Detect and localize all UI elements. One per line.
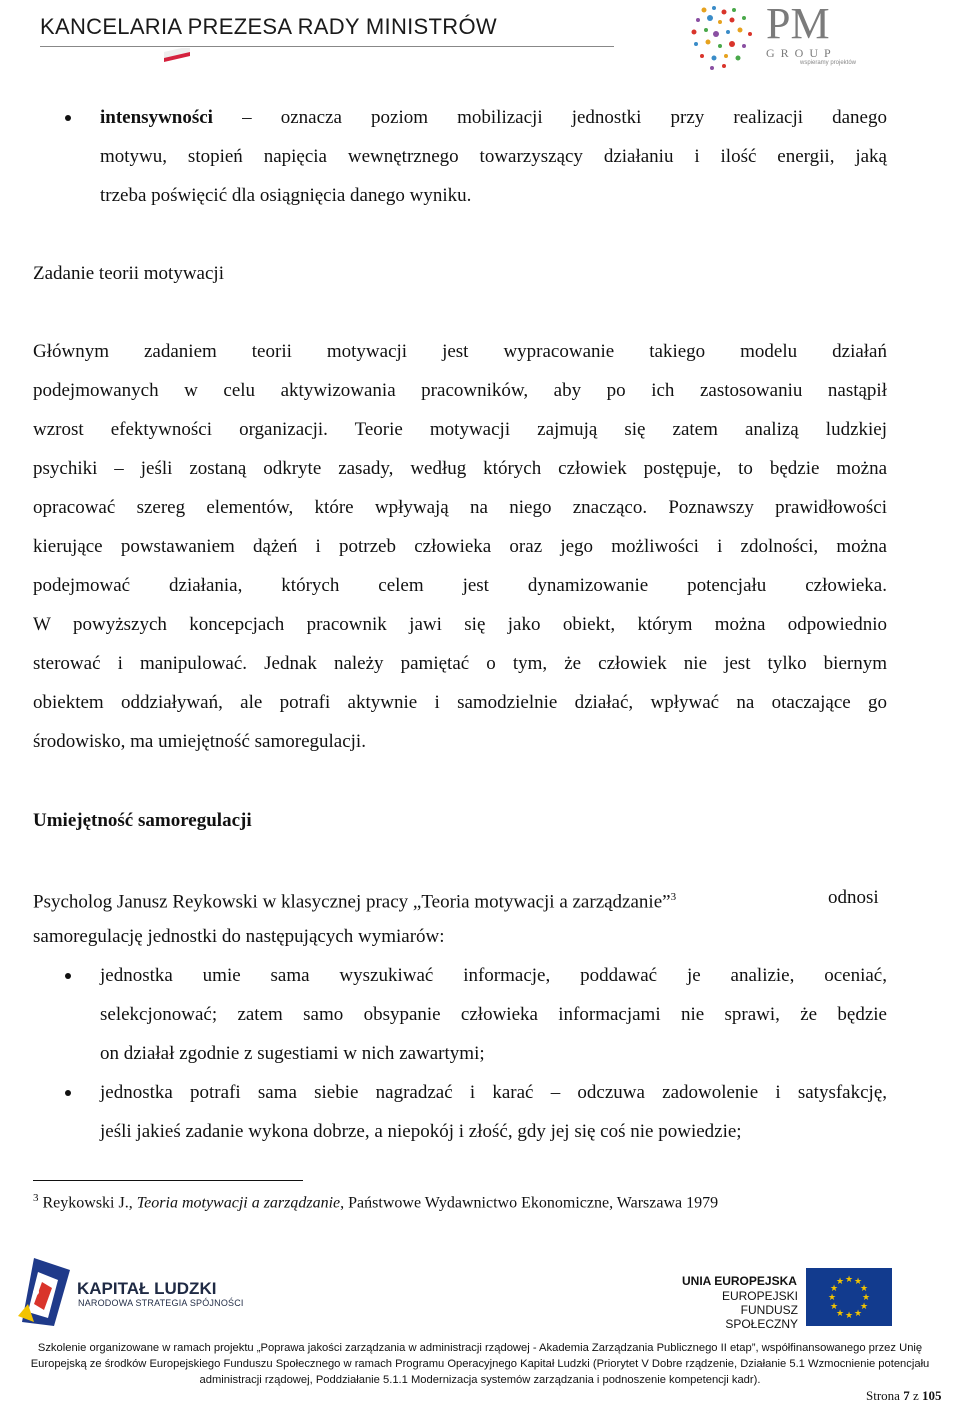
svg-text:★: ★ — [827, 1293, 837, 1303]
section1-heading: Zadanie teorii motywacji — [33, 263, 224, 284]
section2-heading: Umiejętność samoregulacji — [33, 810, 252, 831]
kapital-ludzki-title: KAPITAŁ LUDZKI — [77, 1279, 217, 1298]
header-rule — [40, 46, 614, 47]
ue-line2: EUROPEJSKI — [721, 1289, 798, 1303]
section2-bullet2-line: jednostka potrafi sama siebie nagradzać i karać – odczuwa zadowolenie i satysfakcję, — [100, 1082, 887, 1103]
section1-line: W powyższych koncepcjach pracownik jawi się jako obiekt, którym można odpowiednio — [33, 614, 887, 635]
ue-title: UNIA EUROPEJSKA — [682, 1274, 797, 1288]
svg-text:★: ★ — [835, 1277, 845, 1287]
svg-text:★: ★ — [844, 1275, 854, 1285]
project-line: Europejską ze środków Europejskiego Funduszu Społecznego w ramach Programu Operacyjnego Kapitał Ludzki (Priorytet V Dobre rządzenie, Działanie 5.1 Wzmocnienie potencjału — [30, 1358, 930, 1370]
bullet1-term: intensywności — [100, 107, 213, 128]
project-line: Szkolenie organizowane w ramach projektu „Poprawa jakości zarządzania w administracji rządowej - Akademia Zarządzania Publicznego II etap”, współfinansowanego przez Unię — [37, 1342, 923, 1354]
section2-intro-b: odnosi — [828, 887, 879, 908]
section1-line: wzrost efektywności organizacji. Teorie motywacji zajmują się zatem analizą ludzkiej — [33, 419, 887, 440]
bullet-dot — [65, 973, 71, 979]
section1-line: opracować szereg elementów, które wpływają na niego znacząco. Poznawszy prawidłowości — [33, 497, 887, 518]
pm-logo-group: GROUP — [766, 46, 837, 60]
poland-flag-icon — [162, 48, 192, 64]
section1-line: sterować i manipulować. Jednak należy pamiętać o tym, że człowiek nie jest tylko biernym — [33, 653, 887, 674]
svg-text:★: ★ — [859, 1284, 869, 1294]
section1-line: psychiki – jeśli zostaną odkryte zasady, według których człowiek postępuje, to będzie można — [33, 458, 887, 479]
header-title: KANCELARIA PREZESA RADY MINISTRÓW — [40, 14, 497, 39]
page-label: Strona — [866, 1388, 900, 1403]
kapital-ludzki-subtitle: NARODOWA STRATEGIA SPÓJNOŚCI — [78, 1298, 244, 1308]
section1-line: podejmowanych w celu aktywizowania pracowników, aby po ich zastosowaniu nastąpił — [33, 380, 887, 401]
bullet1-line2: motywu, stopień napięcia wewnętrznego towarzyszący działaniu i ilość energii, jaką — [100, 146, 887, 167]
svg-text:★: ★ — [829, 1302, 839, 1312]
footnote — [33, 1192, 718, 1212]
project-info — [0, 1340, 960, 1388]
bullet-dot — [65, 115, 71, 121]
bullet1-line3: trzeba poświęcić dla osiągnięcia danego wyniku. — [100, 185, 472, 206]
section2-bullet1-line: jednostka umie sama wyszukiwać informacje, poddawać je analizie, oceniać, — [100, 965, 887, 986]
section1-line: podejmować działania, których celem jest dynamizowanie potencjału człowieka. — [33, 575, 887, 596]
svg-text:★: ★ — [853, 1277, 863, 1287]
section2-intro-text: Psycholog Janusz Reykowski w klasycznej pracy „Teoria motywacji a zarządzanie” — [33, 891, 671, 913]
ue-line3: FUNDUSZ SPOŁECZNY — [725, 1303, 798, 1331]
page-total: 105 — [921, 1388, 942, 1403]
bullet1-text1: – oznacza poziom mobilizacji jednostki przy realizacji danego — [242, 107, 887, 128]
footnote-number: 3 — [33, 1192, 39, 1204]
section2-intro-a — [33, 888, 676, 911]
svg-text:★: ★ — [853, 1309, 863, 1319]
footnote-rule — [33, 1180, 303, 1181]
svg-text:★: ★ — [829, 1284, 839, 1294]
section1-line: kierujące powstawaniem dążeń i potrzeb człowieka oraz jego możliwości i zdolności, można — [33, 536, 887, 557]
svg-text:★: ★ — [859, 1302, 869, 1312]
section1-line: środowisko, ma umiejętność samoregulacji. — [33, 731, 366, 752]
eu-flag-icon — [806, 1268, 892, 1326]
section2-bullet2-line: jeśli jakieś zadanie wykona dobrze, a niepokój i złość, gdy jej się coś nie powiedzie; — [100, 1121, 742, 1142]
svg-text:★: ★ — [835, 1309, 845, 1319]
bullet1-line1 — [100, 108, 887, 127]
pm-logo-sub: wspieramy projektów — [800, 60, 857, 66]
pm-logo-text: PM — [766, 0, 830, 48]
page-current: 7 — [903, 1388, 910, 1403]
svg-text:★: ★ — [844, 1311, 854, 1321]
project-line: administracji rządowej, Poddziałanie 5.1.1 Modernizacja systemów zarządzania i podnoszenie kompetencji kadr). — [199, 1374, 761, 1386]
footnote-author: Reykowski J., — [42, 1194, 133, 1212]
section1-line: Głównym zadaniem teorii motywacji jest wypracowanie takiego modelu działań — [33, 341, 887, 362]
footnote-ref: 3 — [670, 891, 677, 903]
footnote-rest: , Państwowe Wydawnictwo Ekonomiczne, Warszawa 1979 — [340, 1194, 719, 1212]
page-sep: z — [912, 1388, 919, 1403]
section2-intro-line2: samoregulację jednostki do następujących wymiarów: — [33, 926, 445, 947]
svg-text:★: ★ — [861, 1293, 871, 1303]
pm-group-logo-icon — [684, 2, 760, 74]
bullet-dot — [65, 1090, 71, 1096]
footnote-title: Teoria motywacji a zarządzanie — [136, 1194, 341, 1212]
section2-bullet1-line: selekcjonować; zatem samo obsypanie człowieka informacjami nie sprawi, że będzie — [100, 1004, 887, 1025]
section2-bullet1-line: on działał zgodnie z sugestiami w nich zawartymi; — [100, 1043, 485, 1064]
kapital-ludzki-logo-icon — [14, 1252, 76, 1328]
section1-line: obiektem oddziaływań, ale potrafi aktywnie i samodzielnie działać, wpływać na otaczające go — [33, 692, 887, 713]
